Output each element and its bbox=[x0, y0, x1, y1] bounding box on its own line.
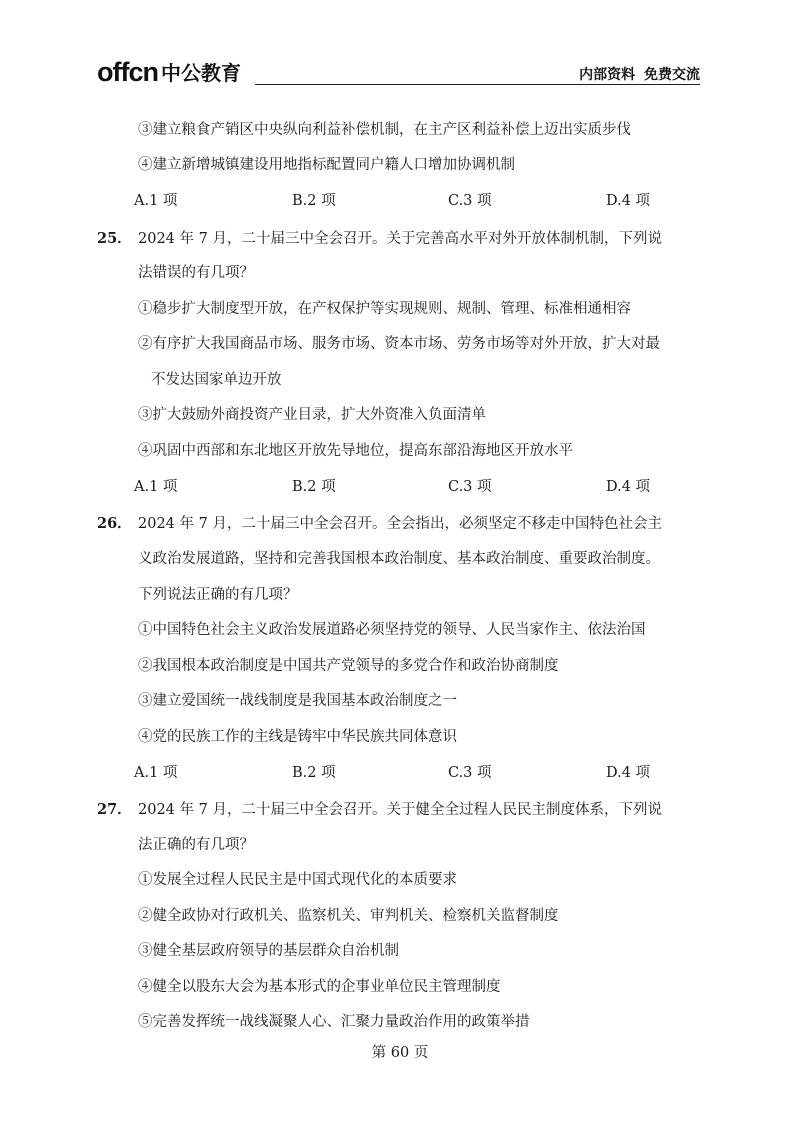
q25-option-c: C.3 项 bbox=[448, 479, 492, 495]
q25-item-4: ④巩固中西部和东北地区开放先导地位，提高东部沿海地区开放水平 bbox=[138, 443, 573, 459]
q26-item-2: ②我国根本政治制度是中国共产党领导的多党合作和政治协商制度 bbox=[138, 658, 559, 674]
prev-option-d: D.4 项 bbox=[606, 193, 651, 209]
q26-stem-line-3: 下列说法正确的有几项？ bbox=[138, 587, 298, 603]
q25-option-b: B.2 项 bbox=[292, 479, 336, 495]
q27-stem-line-2: 法正确的有几项？ bbox=[138, 837, 254, 853]
q27-item-2: ②健全政协对行政机关、监察机关、审判机关、检察机关监督制度 bbox=[138, 908, 559, 924]
q26-option-c: C.3 项 bbox=[448, 765, 492, 781]
prev-item-3: ③建立粮食产销区中央纵向利益补偿机制，在主产区利益补偿上迈出实质步伐 bbox=[138, 122, 631, 138]
prev-item-4: ④建立新增城镇建设用地指标配置同户籍人口增加协调机制 bbox=[138, 157, 515, 173]
logo-chinese: 中公教育 bbox=[160, 61, 241, 85]
q26-option-b: B.2 项 bbox=[292, 765, 336, 781]
q25-item-3: ③扩大鼓励外商投资产业目录，扩大外资准入负面清单 bbox=[138, 407, 486, 423]
q25-item-2-cont: 不发达国家单边开放 bbox=[151, 372, 282, 388]
q25-option-d: D.4 项 bbox=[606, 479, 651, 495]
q27-stem-line-1: 2024 年 7 月，二十届三中全会召开。关于健全全过程人民民主制度体系，下列说 bbox=[138, 802, 662, 818]
q25-number: 25． bbox=[97, 230, 132, 247]
header-note: 内部资料 免费交流 bbox=[579, 67, 700, 83]
logo-latin: offcn bbox=[97, 57, 158, 87]
prev-option-c: C.3 项 bbox=[448, 193, 492, 209]
prev-option-b: B.2 项 bbox=[292, 193, 336, 209]
q27-number: 27． bbox=[97, 801, 132, 818]
q27-item-3: ③健全基层政府领导的基层群众自治机制 bbox=[138, 943, 399, 959]
q25-item-2: ②有序扩大我国商品市场、服务市场、资本市场、劳务市场等对外开放，扩大对最 bbox=[138, 336, 660, 352]
q26-option-d: D.4 项 bbox=[606, 765, 651, 781]
q26-item-4: ④党的民族工作的主线是铸牢中华民族共同体意识 bbox=[138, 729, 457, 745]
page-header bbox=[97, 58, 700, 90]
header-rule bbox=[255, 84, 700, 85]
q26-item-1: ①中国特色社会主义政治发展道路必须坚持党的领导、人民当家作主、依法治国 bbox=[138, 622, 646, 638]
offcn-logo bbox=[97, 58, 241, 86]
q26-stem-line-2: 义政治发展道路，坚持和完善我国根本政治制度、基本政治制度、重要政治制度。 bbox=[138, 551, 660, 567]
q25-stem-line-1: 2024 年 7 月，二十届三中全会召开。关于完善高水平对外开放体制机制，下列说 bbox=[138, 231, 662, 247]
q26-item-3: ③建立爱国统一战线制度是我国基本政治制度之一 bbox=[138, 693, 457, 709]
q25-item-1: ①稳步扩大制度型开放，在产权保护等实现规则、规制、管理、标准相通相容 bbox=[138, 301, 631, 317]
q25-option-a: A.1 项 bbox=[134, 479, 178, 495]
prev-option-a: A.1 项 bbox=[134, 193, 178, 209]
q26-stem-line-1: 2024 年 7 月，二十届三中全会召开。全会指出，必须坚定不移走中国特色社会主 bbox=[138, 516, 662, 532]
q27-item-4: ④健全以股东大会为基本形式的企事业单位民主管理制度 bbox=[138, 979, 501, 995]
q25-stem-line-2: 法错误的有几项？ bbox=[138, 265, 254, 281]
q26-number: 26． bbox=[97, 515, 132, 532]
q27-item-1: ①发展全过程人民民主是中国式现代化的本质要求 bbox=[138, 872, 457, 888]
q27-item-5: ⑤完善发挥统一战线凝聚人心、汇聚力量政治作用的政策举措 bbox=[138, 1014, 530, 1030]
q26-option-a: A.1 项 bbox=[134, 765, 178, 781]
page-number: 第 60 页 bbox=[371, 1045, 429, 1061]
